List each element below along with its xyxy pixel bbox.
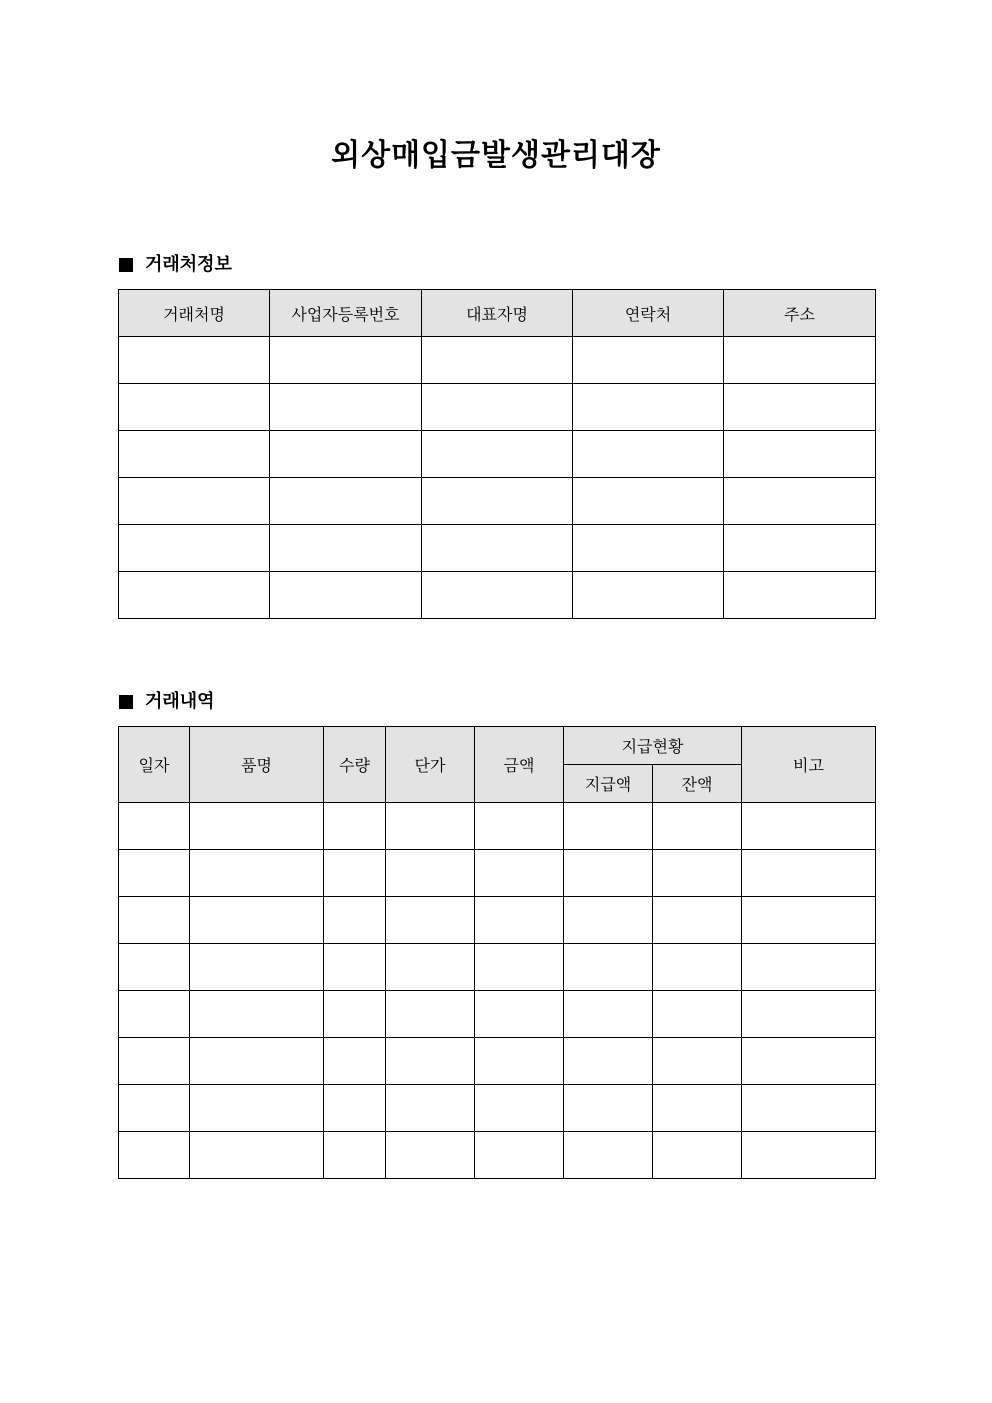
vendor-table-row — [119, 384, 876, 431]
table-cell[interactable] — [190, 1132, 324, 1179]
transaction-table-row — [119, 944, 876, 991]
table-cell[interactable] — [475, 1085, 564, 1132]
table-cell[interactable] — [119, 384, 270, 431]
table-cell[interactable] — [564, 944, 653, 991]
column-header-date: 일자 — [119, 727, 190, 803]
table-cell[interactable] — [119, 803, 190, 850]
table-cell[interactable] — [573, 572, 724, 619]
vendor-table-row — [119, 572, 876, 619]
table-cell[interactable] — [119, 991, 190, 1038]
table-cell[interactable] — [190, 991, 324, 1038]
table-cell[interactable] — [742, 850, 876, 897]
table-cell[interactable] — [119, 431, 270, 478]
table-cell[interactable] — [386, 1085, 475, 1132]
transaction-table — [118, 726, 876, 1179]
table-cell[interactable] — [742, 944, 876, 991]
transaction-section-heading — [119, 689, 215, 715]
table-cell[interactable] — [386, 850, 475, 897]
table-cell[interactable] — [324, 803, 386, 850]
table-cell[interactable] — [190, 1038, 324, 1085]
table-cell[interactable] — [475, 850, 564, 897]
column-header-contact: 연락처 — [573, 290, 724, 337]
table-cell[interactable] — [475, 803, 564, 850]
table-cell[interactable] — [386, 1038, 475, 1085]
transaction-table-row — [119, 850, 876, 897]
table-cell[interactable] — [573, 384, 724, 431]
table-cell[interactable] — [724, 572, 876, 619]
table-cell[interactable] — [119, 337, 270, 384]
column-header-representative: 대표자명 — [422, 290, 573, 337]
table-cell[interactable] — [475, 991, 564, 1038]
table-cell[interactable] — [564, 991, 653, 1038]
table-cell[interactable] — [573, 478, 724, 525]
vendor-table-row — [119, 478, 876, 525]
table-cell[interactable] — [724, 525, 876, 572]
table-cell[interactable] — [324, 944, 386, 991]
table-cell[interactable] — [190, 897, 324, 944]
vendor-table-row — [119, 431, 876, 478]
table-cell[interactable] — [190, 803, 324, 850]
table-cell[interactable] — [742, 1085, 876, 1132]
table-cell[interactable] — [270, 384, 422, 431]
table-cell[interactable] — [119, 525, 270, 572]
table-cell[interactable] — [653, 991, 742, 1038]
transaction-table-header-row — [119, 727, 876, 765]
table-cell[interactable] — [190, 1085, 324, 1132]
table-cell[interactable] — [324, 897, 386, 944]
table-cell[interactable] — [724, 337, 876, 384]
table-cell[interactable] — [653, 944, 742, 991]
table-cell[interactable] — [422, 431, 573, 478]
square-bullet-icon — [119, 695, 133, 709]
table-cell[interactable] — [190, 944, 324, 991]
table-cell[interactable] — [724, 384, 876, 431]
transaction-table-row — [119, 897, 876, 944]
vendor-info-table — [118, 289, 876, 619]
column-header-address: 주소 — [724, 290, 876, 337]
table-cell[interactable] — [422, 572, 573, 619]
table-cell[interactable] — [386, 944, 475, 991]
column-header-paid-amount: 지급액 — [564, 765, 653, 803]
table-cell[interactable] — [386, 991, 475, 1038]
transaction-table-row — [119, 803, 876, 850]
table-cell[interactable] — [724, 478, 876, 525]
table-cell[interactable] — [324, 850, 386, 897]
table-cell[interactable] — [653, 1038, 742, 1085]
table-cell[interactable] — [653, 850, 742, 897]
table-cell[interactable] — [386, 1132, 475, 1179]
table-cell[interactable] — [119, 1085, 190, 1132]
table-cell[interactable] — [475, 944, 564, 991]
transaction-table-row — [119, 1038, 876, 1085]
column-header-payment-status: 지급현황 — [564, 727, 742, 765]
column-header-item: 품명 — [190, 727, 324, 803]
table-cell[interactable] — [270, 572, 422, 619]
table-cell[interactable] — [422, 337, 573, 384]
column-header-business-number: 사업자등록번호 — [270, 290, 422, 337]
table-cell[interactable] — [475, 897, 564, 944]
table-cell[interactable] — [564, 1038, 653, 1085]
table-cell[interactable] — [564, 803, 653, 850]
table-cell[interactable] — [653, 803, 742, 850]
table-cell[interactable] — [475, 1132, 564, 1179]
table-cell[interactable] — [119, 897, 190, 944]
table-cell[interactable] — [653, 1085, 742, 1132]
table-cell[interactable] — [422, 384, 573, 431]
table-cell[interactable] — [324, 1132, 386, 1179]
table-cell[interactable] — [653, 897, 742, 944]
table-cell[interactable] — [324, 1085, 386, 1132]
table-cell[interactable] — [742, 803, 876, 850]
table-cell[interactable] — [422, 478, 573, 525]
column-header-remarks: 비고 — [742, 727, 876, 803]
table-cell[interactable] — [386, 803, 475, 850]
table-cell[interactable] — [386, 897, 475, 944]
transaction-section-title: 거래내역 — [145, 691, 215, 712]
table-cell[interactable] — [270, 525, 422, 572]
vendor-table-row — [119, 337, 876, 384]
transaction-table-row — [119, 1132, 876, 1179]
table-cell[interactable] — [573, 431, 724, 478]
column-header-quantity: 수량 — [324, 727, 386, 803]
table-cell[interactable] — [119, 850, 190, 897]
table-cell[interactable] — [270, 478, 422, 525]
table-cell[interactable] — [422, 525, 573, 572]
table-cell[interactable] — [119, 572, 270, 619]
table-cell[interactable] — [119, 1132, 190, 1179]
transaction-table-row — [119, 1085, 876, 1132]
table-cell[interactable] — [119, 478, 270, 525]
table-cell[interactable] — [475, 1038, 564, 1085]
table-cell[interactable] — [324, 1038, 386, 1085]
table-cell[interactable] — [190, 850, 324, 897]
table-cell[interactable] — [324, 991, 386, 1038]
column-header-vendor-name: 거래처명 — [119, 290, 270, 337]
table-cell[interactable] — [564, 897, 653, 944]
table-cell[interactable] — [742, 897, 876, 944]
transaction-table-row — [119, 991, 876, 1038]
table-cell[interactable] — [724, 431, 876, 478]
table-cell[interactable] — [573, 525, 724, 572]
table-cell[interactable] — [742, 1038, 876, 1085]
table-cell[interactable] — [564, 1085, 653, 1132]
table-cell[interactable] — [564, 850, 653, 897]
column-header-unit-price: 단가 — [386, 727, 475, 803]
table-cell[interactable] — [742, 991, 876, 1038]
vendor-section-title: 거래처정보 — [145, 254, 232, 275]
table-cell[interactable] — [270, 431, 422, 478]
column-header-amount: 금액 — [475, 727, 564, 803]
table-cell[interactable] — [573, 337, 724, 384]
table-cell[interactable] — [119, 1038, 190, 1085]
column-header-balance: 잔액 — [653, 765, 742, 803]
vendor-table-row — [119, 525, 876, 572]
vendor-section-heading — [119, 252, 232, 278]
table-cell[interactable] — [119, 944, 190, 991]
table-cell[interactable] — [653, 1132, 742, 1179]
table-cell[interactable] — [564, 1132, 653, 1179]
table-cell[interactable] — [742, 1132, 876, 1179]
square-bullet-icon — [119, 258, 133, 272]
vendor-table-header-row — [119, 290, 876, 337]
page-title: 외상매입금발생관리대장 — [331, 138, 661, 173]
table-cell[interactable] — [270, 337, 422, 384]
